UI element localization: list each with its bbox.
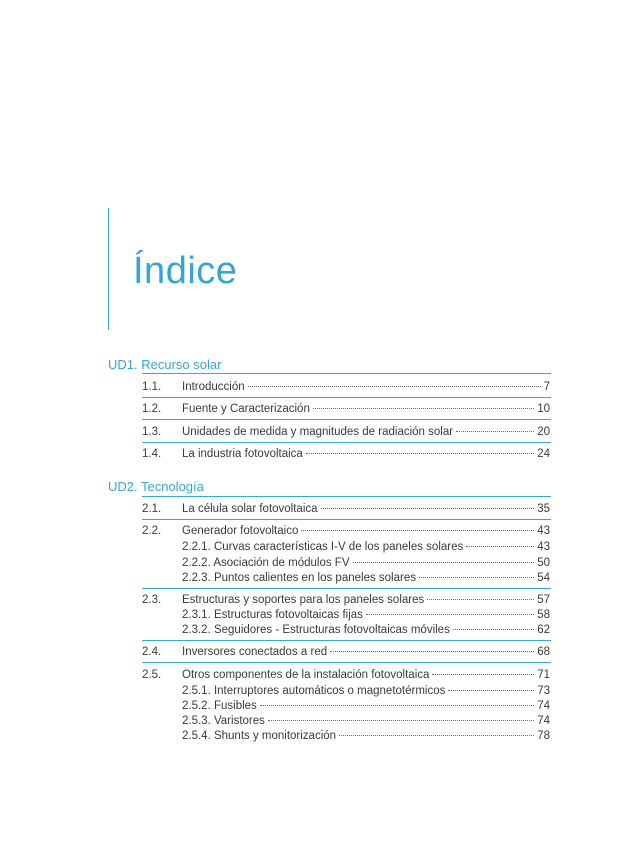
leader-dots (432, 674, 534, 675)
entry-number: 2.4. (142, 646, 162, 658)
entry-label: 2.3.2. Seguidores - Estructuras fotovoltaicas móviles (182, 624, 450, 636)
entry-page: 74 (537, 715, 550, 727)
entry-label: 2.3.1. Estructuras fotovoltaicas fijas (182, 609, 363, 621)
toc-entry[interactable] (142, 424, 550, 440)
entry-page: 10 (537, 403, 550, 415)
entry-label: 2.5.2. Fusibles (182, 700, 257, 712)
entry-number: 2.1. (142, 503, 162, 515)
entry-page: 43 (537, 541, 550, 553)
leader-dots (268, 720, 534, 721)
entry-page: 35 (537, 503, 550, 515)
toc-entry[interactable] (142, 523, 550, 539)
entry-label: Otros componentes de la instalación fotovoltaica (182, 669, 430, 681)
toc-subentry[interactable] (142, 607, 550, 623)
entry-label: 2.5.1. Interruptores automáticos o magnetotérmicos (182, 685, 446, 697)
entry-page: 7 (543, 381, 550, 393)
leader-dots (353, 562, 535, 563)
entry-label: Inversores conectados a red (182, 646, 328, 658)
entry-divider (142, 588, 551, 589)
entry-divider (142, 397, 551, 398)
leader-dots (427, 599, 534, 600)
entry-page: 43 (537, 525, 550, 537)
toc-entry[interactable] (142, 592, 550, 608)
leader-dots (301, 530, 534, 531)
toc-entry[interactable] (142, 446, 550, 462)
entry-label: Introducción (182, 381, 245, 393)
title-accent-line (108, 208, 109, 330)
leader-dots (321, 508, 535, 509)
leader-dots (330, 651, 534, 652)
leader-dots (448, 690, 534, 691)
entry-page: 62 (537, 624, 550, 636)
toc-subentry[interactable] (142, 728, 550, 744)
page-title: Índice (133, 250, 238, 292)
section-divider (142, 496, 551, 497)
entry-number: 1.3. (142, 426, 162, 438)
toc-subentry[interactable] (142, 555, 550, 571)
entry-number: 1.1. (142, 381, 162, 393)
entry-label: Unidades de medida y magnitudes de radiación solar (182, 426, 454, 438)
toc-subentry[interactable] (142, 539, 550, 555)
entry-page: 71 (537, 669, 550, 681)
toc-entry[interactable] (142, 401, 550, 417)
entry-number: 2.2. (142, 525, 162, 537)
toc-subentry[interactable] (142, 622, 550, 638)
leader-dots (313, 408, 534, 409)
toc-entry[interactable] (142, 379, 550, 395)
entry-divider (142, 519, 551, 520)
leader-dots (248, 386, 541, 387)
entry-label: La célula solar fotovoltaica (182, 503, 318, 515)
toc-entry[interactable] (142, 667, 550, 683)
entry-page: 58 (537, 609, 550, 621)
unit-heading-ud2: UD2. Tecnología (108, 479, 204, 494)
entry-page: 68 (537, 646, 550, 658)
entry-page: 24 (537, 448, 550, 460)
entry-number: 1.4. (142, 448, 162, 460)
entry-label: 2.2.2. Asociación de módulos FV (182, 557, 350, 569)
entry-divider (142, 662, 551, 663)
section-divider (142, 373, 551, 374)
toc-entry[interactable] (142, 501, 550, 517)
leader-dots (366, 614, 534, 615)
entry-number: 2.3. (142, 594, 162, 606)
entry-label: Estructuras y soportes para los paneles solares (182, 594, 425, 606)
entry-label: La industria fotovoltaica (182, 448, 303, 460)
entry-page: 50 (537, 557, 550, 569)
toc-subentry[interactable] (142, 570, 550, 586)
entry-divider (142, 442, 551, 443)
toc-subentry[interactable] (142, 713, 550, 729)
leader-dots (419, 577, 534, 578)
leader-dots (456, 431, 534, 432)
entry-page: 57 (537, 594, 550, 606)
toc-subentry[interactable] (142, 683, 550, 699)
entry-number: 2.5. (142, 669, 162, 681)
entry-label: Generador fotovoltaico (182, 525, 299, 537)
entry-page: 78 (537, 730, 550, 742)
entry-label: 2.2.1. Curvas características I-V de los paneles solares (182, 541, 464, 553)
entry-divider (142, 419, 551, 420)
entry-divider (142, 640, 551, 641)
entry-page: 73 (537, 685, 550, 697)
entry-label: 2.2.3. Puntos calientes en los paneles solares (182, 572, 416, 584)
entry-page: 20 (537, 426, 550, 438)
leader-dots (453, 629, 534, 630)
entry-number: 1.2. (142, 403, 162, 415)
toc-entry[interactable] (142, 644, 550, 660)
entry-label: Fuente y Caracterización (182, 403, 310, 415)
entry-label: 2.5.4. Shunts y monitorización (182, 730, 337, 742)
unit-heading-ud1: UD1. Recurso solar (108, 357, 222, 372)
leader-dots (339, 735, 534, 736)
leader-dots (306, 453, 534, 454)
leader-dots (260, 705, 534, 706)
leader-dots (466, 546, 534, 547)
toc-subentry[interactable] (142, 698, 550, 714)
entry-page: 54 (537, 572, 550, 584)
entry-label: 2.5.3. Varistores (182, 715, 265, 727)
entry-page: 74 (537, 700, 550, 712)
